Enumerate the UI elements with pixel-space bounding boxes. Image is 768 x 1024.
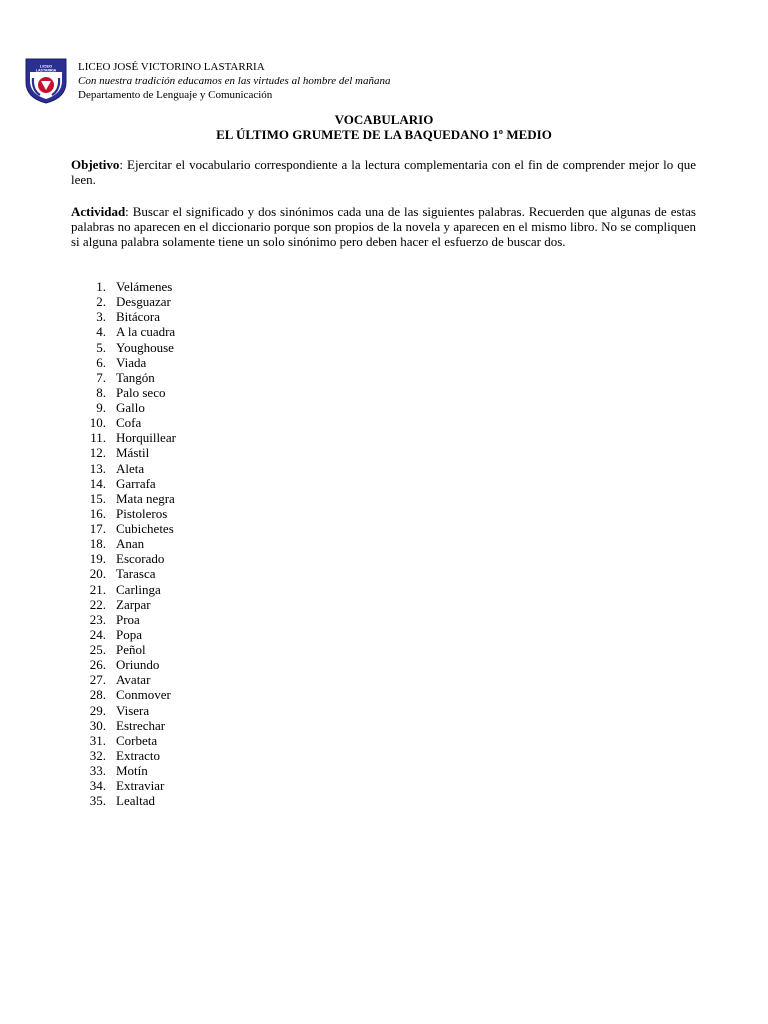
list-item-number: 29.: [89, 702, 106, 718]
list-item-number: 24.: [89, 626, 106, 642]
vocabulary-list: [71, 279, 176, 808]
list-item-word: Mástil: [116, 445, 150, 461]
list-item-word: Estrechar: [116, 717, 166, 733]
list-item-word: Velámenes: [116, 279, 173, 294]
list-item-word: Mata negra: [116, 490, 175, 506]
list-item: [71, 536, 176, 551]
list-item-word: Lealtad: [116, 793, 155, 809]
list-item-word: Extraviar: [116, 778, 165, 794]
list-item: [71, 415, 176, 430]
list-item-number: 19.: [89, 551, 106, 567]
list-item: [71, 612, 176, 627]
list-item: [71, 597, 176, 612]
list-item: [71, 400, 176, 415]
list-item-word: Anan: [116, 536, 145, 552]
list-item-number: 14.: [89, 475, 106, 491]
activity-paragraph: [71, 204, 696, 249]
list-item-word: Aleta: [116, 460, 145, 476]
list-item: [71, 506, 176, 521]
list-item: [71, 718, 176, 733]
list-item-number: 17.: [89, 521, 106, 536]
document-header: [24, 56, 724, 106]
list-item-number: 3.: [96, 309, 106, 325]
list-item-word: Youghouse: [116, 339, 174, 355]
list-item-word: Horquillear: [116, 430, 176, 446]
list-item-number: 1.: [96, 279, 106, 294]
list-item: [71, 551, 176, 566]
list-item: [71, 793, 176, 808]
list-item-word: Zarpar: [116, 596, 151, 612]
list-item-number: 7.: [96, 369, 106, 385]
list-item: [71, 355, 176, 370]
activity-text: : Buscar el significado y dos sinónimos cada una de las siguientes palabras. Recuerden que algunas de estas palabras no aparecen en el diccionario porque son propios de la novela y aparecen en el mismo libro. No se compliquen si alguna palabra solamente tiene un solo sinónimo pero deben hacer el esfuerzo de buscar dos.: [71, 204, 696, 249]
list-item-word: Tangón: [116, 369, 155, 385]
list-item-number: 20.: [89, 566, 106, 582]
list-item-word: Motín: [116, 763, 148, 778]
list-item-number: 11.: [90, 430, 106, 446]
objective-paragraph: [71, 157, 696, 187]
list-item-word: Corbeta: [116, 732, 158, 748]
list-item: [71, 491, 176, 506]
school-info: [78, 60, 390, 102]
list-item: [71, 279, 176, 294]
list-item: [71, 309, 176, 324]
list-item: [71, 763, 176, 778]
list-item: [71, 324, 176, 339]
list-item: [71, 294, 176, 309]
list-item-number: 8.: [96, 384, 106, 400]
list-item-word: Carlinga: [116, 581, 161, 597]
list-item: [71, 340, 176, 355]
list-item-word: Cofa: [116, 415, 142, 431]
list-item-number: 5.: [96, 339, 106, 355]
list-item: [71, 370, 176, 385]
list-item: [71, 778, 176, 793]
list-item: [71, 687, 176, 702]
list-item-word: Extracto: [116, 747, 161, 763]
crest-text-top: LICEO: [39, 63, 53, 69]
objective-label: Objetivo: [71, 157, 120, 172]
list-item-word: Pistoleros: [116, 505, 168, 521]
list-item: [71, 733, 176, 748]
list-item-word: Gallo: [116, 400, 145, 415]
list-item: [71, 748, 176, 763]
list-item-number: 4.: [96, 324, 106, 340]
list-item: [71, 430, 176, 445]
activity-label: Actividad: [71, 204, 126, 219]
list-item-number: 15.: [89, 490, 106, 506]
list-item-word: Cubichetes: [116, 521, 174, 536]
list-item: [71, 566, 176, 581]
list-item-word: Escorado: [116, 551, 165, 567]
list-item-number: 6.: [96, 354, 106, 370]
list-item-number: 31.: [89, 732, 106, 748]
list-item-number: 25.: [89, 642, 106, 657]
list-item-number: 18.: [89, 536, 106, 552]
list-item: [71, 703, 176, 718]
list-item-number: 16.: [89, 505, 106, 521]
list-item-number: 21.: [89, 581, 106, 597]
list-item: [71, 657, 176, 672]
list-item-word: Garrafa: [116, 475, 156, 491]
list-item: [71, 627, 176, 642]
list-item-number: 2.: [96, 294, 106, 310]
list-item-number: 32.: [89, 747, 106, 763]
document-titles: [0, 112, 768, 142]
list-item-number: 28.: [89, 687, 106, 703]
list-item-word: Desguazar: [116, 294, 171, 310]
list-item-word: Peñol: [116, 642, 146, 657]
school-motto: Con nuestra tradición educamos en las virtudes al hombre del mañana: [78, 75, 391, 87]
list-item-word: Avatar: [116, 672, 151, 688]
list-item-word: A la cuadra: [116, 324, 176, 340]
school-name: LICEO JOSÉ VICTORINO LASTARRIA: [78, 61, 265, 73]
list-item-word: Visera: [116, 702, 150, 718]
list-item: [71, 521, 176, 536]
list-item-number: 22.: [89, 596, 106, 612]
list-item: [71, 642, 176, 657]
list-item-number: 30.: [89, 717, 106, 733]
school-crest-icon: [24, 56, 68, 104]
department-name: Departamento de Lenguaje y Comunicación: [78, 89, 273, 101]
list-item-word: Popa: [116, 626, 142, 642]
list-item-number: 33.: [89, 763, 106, 778]
list-item-number: 23.: [89, 611, 106, 627]
list-item: [71, 385, 176, 400]
list-item: [71, 461, 176, 476]
list-item-number: 12.: [89, 445, 106, 461]
list-item-number: 27.: [89, 672, 106, 688]
list-item-number: 9.: [96, 400, 106, 415]
list-item-number: 26.: [89, 657, 106, 673]
list-item-word: Tarasca: [116, 566, 156, 582]
list-item-number: 34.: [89, 778, 106, 794]
list-item: [71, 672, 176, 687]
list-item-number: 10.: [89, 415, 106, 431]
list-item-word: Oriundo: [116, 657, 160, 673]
document-subtitle: EL ÚLTIMO GRUMETE DE LA BAQUEDANO 1º MEDIO: [216, 127, 552, 142]
list-item-word: Palo seco: [116, 384, 166, 400]
list-item: [71, 445, 176, 460]
crest-text-mid: LASTARRIA: [35, 68, 57, 73]
list-item-number: 35.: [89, 793, 106, 809]
list-item-word: Viada: [116, 354, 147, 370]
list-item-word: Proa: [116, 611, 140, 627]
list-item-word: Conmover: [116, 687, 171, 703]
list-item-number: 13.: [89, 460, 106, 476]
list-item-word: Bitácora: [116, 309, 161, 325]
list-item: [71, 476, 176, 491]
document-title: VOCABULARIO: [334, 112, 434, 127]
list-item: [71, 582, 176, 597]
objective-text: : Ejercitar el vocabulario correspondiente a la lectura complementaria con el fin de comprender mejor lo que leen.: [71, 157, 696, 187]
